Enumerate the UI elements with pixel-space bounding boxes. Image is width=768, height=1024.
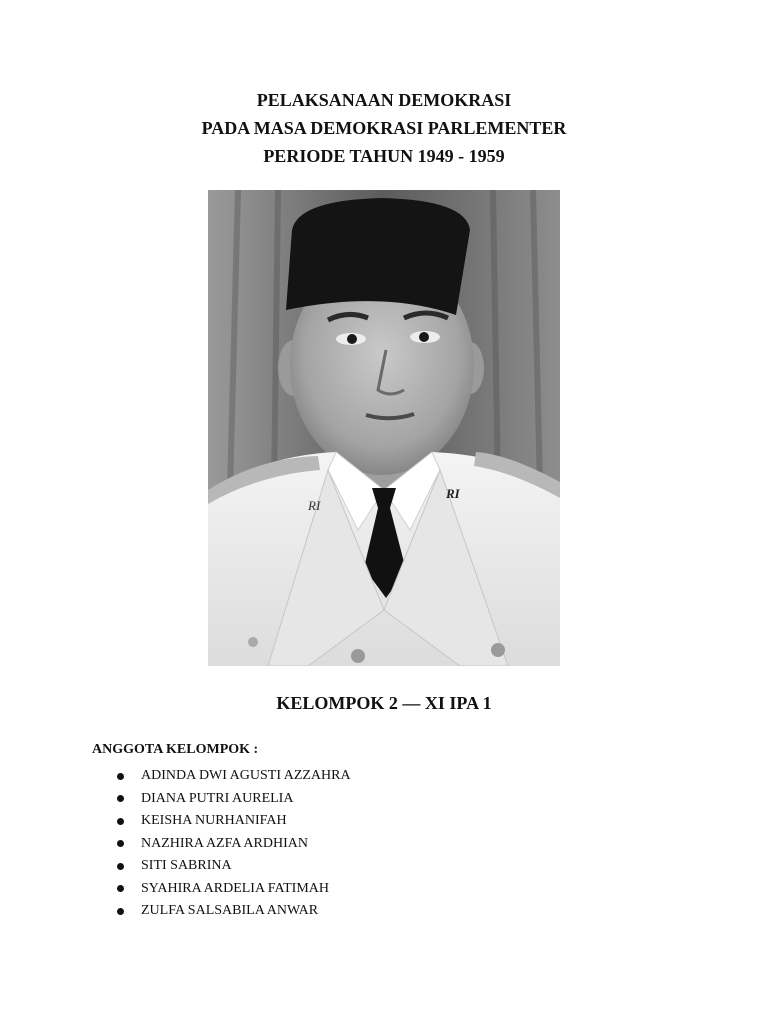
group-title: KELOMPOK 2 — XI IPA 1 <box>276 693 492 713</box>
portrait-photo <box>208 190 560 666</box>
list-item <box>114 855 351 878</box>
member-name: KEISHA NURHANIFAH <box>141 813 287 828</box>
members-list <box>114 765 351 923</box>
title-line-3: PERIODE TAHUN 1949 - 1959 <box>263 146 505 166</box>
list-item <box>114 765 351 788</box>
bullet-icon <box>117 818 124 825</box>
bullet-icon <box>117 840 124 847</box>
member-name: DIANA PUTRI AURELIA <box>141 790 294 806</box>
list-item <box>114 878 351 901</box>
bullet-icon <box>117 863 124 870</box>
list-item <box>114 900 351 923</box>
bullet-icon <box>117 773 124 780</box>
member-name: ADINDA DWI AGUSTI AZZAHRA <box>141 768 351 783</box>
collar-badge-right: RI <box>446 486 460 501</box>
bullet-icon <box>117 795 124 802</box>
document-title <box>0 86 768 170</box>
collar-badge-left: RI <box>308 498 321 513</box>
list-item <box>114 810 351 833</box>
bullet-icon <box>117 885 124 892</box>
member-name: ZULFA SALSABILA ANWAR <box>141 903 319 918</box>
member-name: SYAHIRA ARDELIA FATIMAH <box>141 880 329 896</box>
list-item <box>114 833 351 856</box>
members-heading: ANGGOTA KELOMPOK : <box>92 742 259 757</box>
bullet-icon <box>117 908 124 915</box>
member-name: SITI SABRINA <box>141 858 232 873</box>
member-name: NAZHIRA AZFA ARDHIAN <box>141 835 308 851</box>
title-line-2: PADA MASA DEMOKRASI PARLEMENTER <box>201 118 567 138</box>
title-line-1: PELAKSANAAN DEMOKRASI <box>256 90 512 110</box>
list-item <box>114 788 351 811</box>
